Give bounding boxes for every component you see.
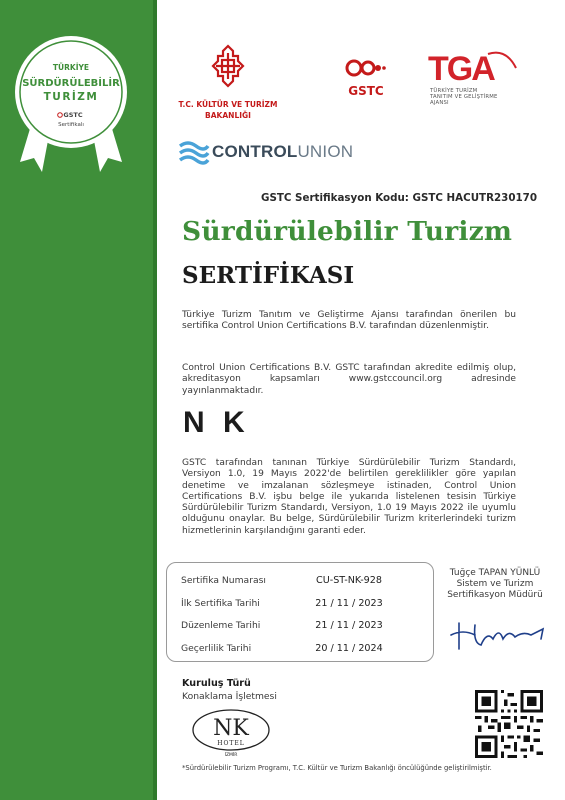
intro-paragraph: Türkiye Turizm Tanıtım ve Geliştirme Ajansı tarafından önerilen bu sertifika Control Union Certifications B.V. tarafından düzenlenmiştir. (182, 310, 516, 332)
badge-sub: Sertifikalı (58, 122, 84, 128)
standard-paragraph: GSTC tarafından tanınan Türkiye Sürdürülebilir Turizm Standardı, Versiyon 1.0, 19 Mayıs 2022'de belirtilen gereklilikler göre yapılan denetime ve imzalanan sözleşmeye istinaden, Control Union Certifications B.V. işbu belge ile yukarıda listelenen tesisin Türkiye Sürdürülebilir Turizm Standardı, Versiyon, 1.0 19 Mayıs 2022 ile uyumlu olduğunu onaylar. Bu belge, Sürdürülebilir Turizm kriterlerindeki turizm hizmetlerinin karşılandığını garanti eder. (182, 458, 516, 536)
nk-hotel-logo (190, 706, 272, 758)
badge-line3: TURİZM (43, 91, 99, 103)
detail-row-issue-date (181, 620, 429, 631)
signer-block (440, 568, 550, 600)
accreditation-paragraph: Control Union Certifications B.V. GSTC tarafından akredite edilmiş olup, akreditasyon kapsamları www.gstccouncil.org adresinde yayınlanmaktadır. (182, 363, 516, 396)
ministry-logo (178, 42, 278, 122)
hotel-logo-mark: NK (213, 716, 249, 741)
detail-value: 20 / 11 / 2024 (315, 643, 383, 654)
gstc-loop-icon (342, 56, 390, 80)
detail-value: 21 / 11 / 2023 (315, 620, 383, 631)
establishment-type-value: Konaklama İşletmesi (182, 691, 277, 702)
gstc-logo (336, 56, 396, 101)
tga-line2: TANITIM VE GELİŞTİRME (430, 94, 498, 101)
certificate-code: GSTC Sertifikasyon Kodu: GSTC HACUTR230170 (261, 192, 537, 204)
control-union-logo (178, 138, 354, 168)
control-union-word2: UNION (297, 142, 354, 161)
certificate-title: Sürdürülebilir Turizm (182, 216, 513, 247)
detail-label: Sertifika Numarası (181, 575, 266, 586)
signer-role-line2: Sertifikasyon Müdürü (447, 589, 543, 600)
ministry-name-line2: BAKANLIĞI (205, 111, 251, 120)
detail-row-valid-date (181, 643, 429, 654)
establishment-type-label: Kuruluş Türü (182, 678, 251, 689)
signer-name: Tuğçe TAPAN YÜNLÜ (449, 568, 541, 578)
sustainable-tourism-badge (12, 34, 130, 176)
certificate-details-box (166, 562, 434, 662)
detail-label: İlk Sertifika Tarihi (181, 598, 260, 609)
control-union-wave-icon (178, 138, 210, 166)
control-union-word1: CONTROL (212, 142, 298, 161)
control-union-wordmark (212, 142, 353, 162)
facility-name: N K (183, 406, 250, 439)
hotel-logo-word: HOTEL (217, 740, 245, 747)
hotel-logo-city: İZMİR (224, 753, 238, 758)
detail-value: CU-ST-NK-928 (316, 575, 382, 586)
badge-mark: GSTC (63, 111, 83, 119)
signer-role-line1: Sistem ve Turizm (456, 578, 534, 589)
signature-icon (445, 605, 555, 655)
ministry-name-line1: T.C. KÜLTÜR VE TURİZM (178, 100, 278, 109)
detail-label: Düzenleme Tarihi (181, 620, 261, 631)
detail-label: Geçerlilik Tarihi (181, 643, 252, 654)
tga-logo (428, 50, 538, 110)
gstc-wordmark: GSTC (348, 84, 384, 98)
ministry-emblem-icon (208, 42, 248, 94)
detail-row-number (181, 575, 429, 586)
tga-wordmark-icon (428, 50, 518, 84)
footnote: *Sürdürülebilir Turizm Programı, T.C. Kültür ve Turizm Bakanlığı öncülüğünde geliştirilmiştir. (182, 764, 492, 772)
detail-value: 21 / 11 / 2023 (315, 598, 383, 609)
badge-line1: TÜRKİYE (52, 63, 90, 72)
tga-line1: TÜRKİYE TURİZM (430, 88, 478, 94)
detail-row-first-date (181, 598, 429, 609)
qr-code (475, 690, 543, 758)
sidebar-edge (153, 0, 157, 800)
certificate-subtitle: SERTİFİKASI (182, 262, 355, 289)
badge-line2: SÜRDÜRÜLEBİLİR (22, 78, 120, 89)
svg-text:TGA: TGA (428, 50, 494, 84)
tga-line3: AJANSI (430, 100, 449, 107)
